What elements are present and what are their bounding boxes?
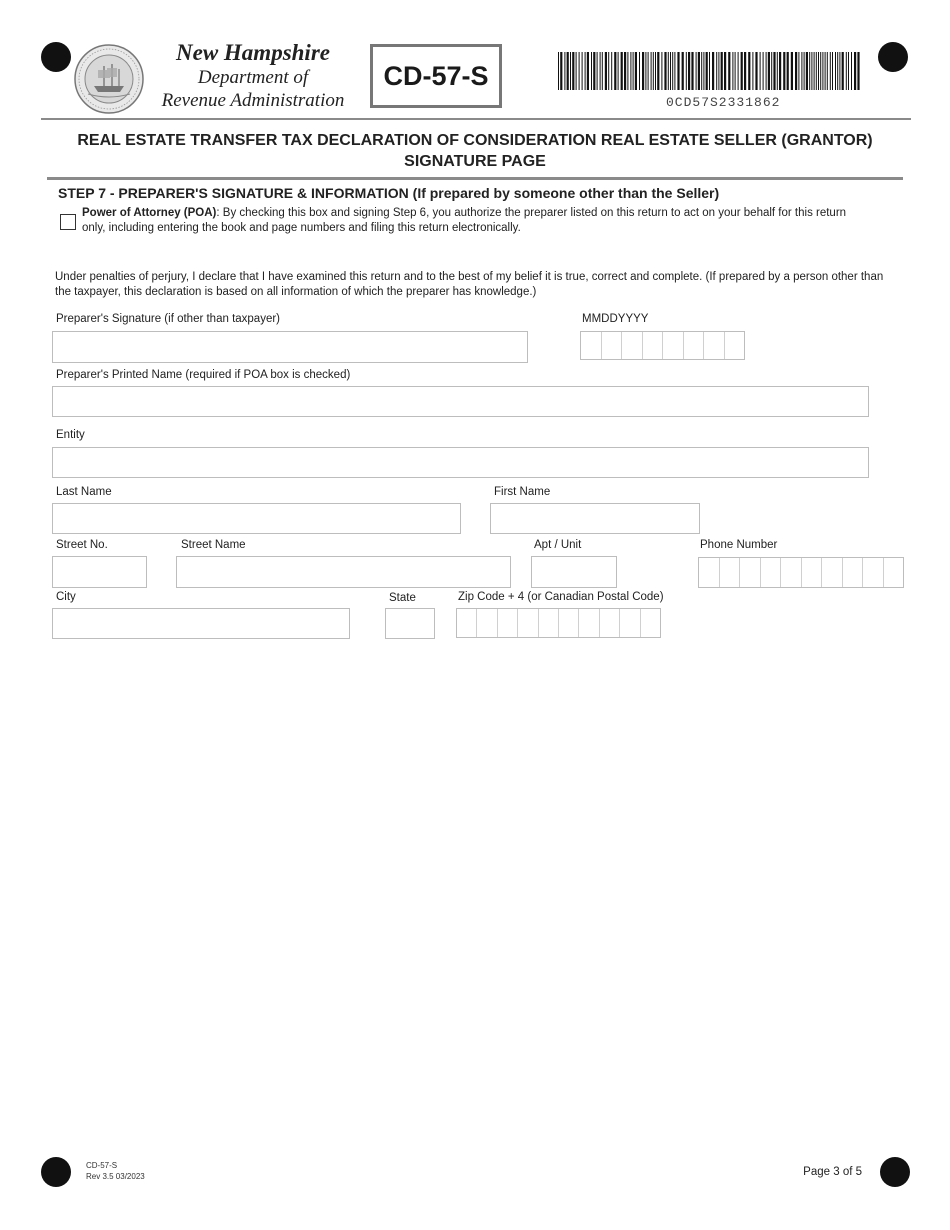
perjury-declaration: Under penalties of perjury, I declare that I have examined this return and to the best of my belief it is true, correct and complete. (If prepared by a person other than the taxpayer, this declaration is based on all information of which the preparer has knowledge.) xyxy=(55,271,884,298)
barcode-bar xyxy=(664,52,666,90)
printed-name-label: Preparer's Printed Name (required if POA box is checked) xyxy=(56,369,351,381)
barcode-bar xyxy=(712,52,714,90)
footer-form-id: CD-57-S xyxy=(86,1161,118,1170)
agency-dept-line1: Department of xyxy=(197,67,309,88)
footer-revision: Rev 3.5 03/2023 xyxy=(86,1172,145,1181)
state-label: State xyxy=(389,592,416,604)
barcode-bar xyxy=(839,52,840,90)
street-no-field[interactable] xyxy=(52,556,147,588)
barcode-bar xyxy=(827,52,828,90)
barcode-bar xyxy=(642,52,644,90)
barcode-bar xyxy=(653,52,654,90)
barcode-bar xyxy=(698,52,700,90)
barcode-bar xyxy=(787,52,789,90)
barcode-bar xyxy=(760,52,761,90)
agency-state: New Hampshire xyxy=(176,40,330,65)
barcode-bar xyxy=(651,52,652,90)
barcode-bar xyxy=(674,52,675,90)
barcode-bar xyxy=(832,52,833,90)
barcode-bar xyxy=(816,52,817,90)
registration-mark-top-right xyxy=(878,42,908,72)
barcode-bar xyxy=(830,52,831,90)
barcode-bar xyxy=(857,52,859,90)
phone-label: Phone Number xyxy=(700,539,778,551)
barcode-bar xyxy=(777,52,778,90)
signature-field[interactable] xyxy=(52,331,528,363)
street-name-label: Street Name xyxy=(181,539,246,551)
barcode-bar xyxy=(837,52,838,90)
barcode-bar xyxy=(672,52,673,90)
barcode-bar xyxy=(701,52,702,90)
barcode-bar xyxy=(564,52,565,90)
barcode-bar xyxy=(773,52,775,90)
barcode-bar xyxy=(766,52,767,90)
poa-description xyxy=(82,206,872,236)
city-label: City xyxy=(56,591,76,603)
barcode-number: 0CD57S2331862 xyxy=(666,95,781,110)
barcode-bar xyxy=(582,52,583,90)
entity-label: Entity xyxy=(56,429,85,441)
barcode-bar xyxy=(783,52,785,90)
form-id: CD-57-S xyxy=(383,60,489,91)
barcode-bar xyxy=(814,52,815,90)
barcode-bar xyxy=(768,52,770,90)
page-title-line2: SIGNATURE PAGE xyxy=(404,153,546,170)
barcode-bar xyxy=(567,52,569,90)
barcode-bar xyxy=(686,52,687,90)
barcode-bar xyxy=(597,52,598,90)
barcode-bar xyxy=(791,52,793,90)
street-name-field[interactable] xyxy=(176,556,511,588)
barcode-bar xyxy=(721,52,723,90)
barcode-bar xyxy=(630,52,631,90)
poa-text: : By checking this box and signing Step 6, you authorize the preparer listed on this return to act on your behalf for this return only, including entering the book and page numbers and filing this return electronically. xyxy=(82,207,847,234)
city-field[interactable] xyxy=(52,608,350,639)
barcode-bar xyxy=(661,52,662,90)
barcode-bar xyxy=(798,52,799,90)
barcode-bar xyxy=(748,52,750,90)
barcode-bar xyxy=(846,52,847,90)
barcode-bar xyxy=(820,52,821,90)
barcode-bar xyxy=(718,52,719,90)
last-name-label: Last Name xyxy=(56,486,112,498)
agency-name xyxy=(148,40,358,112)
printed-name-field[interactable] xyxy=(52,386,869,417)
barcode-bar xyxy=(648,52,649,90)
barcode-bar xyxy=(771,52,772,90)
date-label: MMDDYYYY xyxy=(582,313,649,325)
barcode-bar xyxy=(657,52,659,90)
entity-field[interactable] xyxy=(52,447,869,478)
barcode-bar xyxy=(716,52,717,90)
step7-heading: STEP 7 - PREPARER'S SIGNATURE & INFORMATION (If prepared by someone other than the Seller) xyxy=(58,185,720,201)
barcode-bar xyxy=(851,52,852,90)
barcode-bar xyxy=(633,52,634,90)
barcode-bar xyxy=(696,52,697,90)
barcode-bar xyxy=(741,52,743,90)
page-number: Page 3 of 5 xyxy=(803,1166,862,1178)
form-id-box xyxy=(370,44,502,108)
barcode-bar xyxy=(668,52,669,90)
barcode-bar xyxy=(605,52,607,90)
poa-label: Power of Attorney (POA) xyxy=(82,207,217,219)
barcode-bar xyxy=(804,52,805,90)
barcode-bar xyxy=(614,52,616,90)
signature-label: Preparer's Signature (if other than taxpayer) xyxy=(56,313,281,325)
apt-unit-field[interactable] xyxy=(531,556,617,588)
barcode-bar xyxy=(811,52,812,90)
barcode-bar xyxy=(854,52,856,90)
first-name-label: First Name xyxy=(494,486,551,498)
barcode-bar xyxy=(709,52,710,90)
barcode-bar xyxy=(752,52,753,90)
barcode-bar xyxy=(691,52,693,90)
page-title-line1: REAL ESTATE TRANSFER TAX DECLARATION OF CONSIDERATION REAL ESTATE SELLER (GRANTOR) xyxy=(77,132,873,149)
barcode-bar xyxy=(600,52,601,90)
barcode-bar xyxy=(706,52,708,90)
barcode-bar xyxy=(801,52,802,90)
barcode-icon xyxy=(558,52,862,90)
title-divider xyxy=(47,177,903,180)
barcode-bar xyxy=(724,52,726,90)
state-seal-icon xyxy=(74,44,144,114)
barcode-bar xyxy=(618,52,619,90)
barcode-bar xyxy=(795,52,797,90)
barcode-bar xyxy=(635,52,637,90)
barcode-bar xyxy=(848,52,849,90)
barcode-bar xyxy=(621,52,623,90)
barcode-bar xyxy=(677,52,679,90)
barcode-bar xyxy=(842,52,844,90)
registration-mark-top-left xyxy=(41,42,71,72)
barcode-bar xyxy=(670,52,671,90)
barcode-bar xyxy=(835,52,836,90)
page-title xyxy=(40,130,910,172)
barcode-bar xyxy=(611,52,612,90)
phone-field[interactable] xyxy=(698,557,904,588)
barcode-bar xyxy=(825,52,826,90)
zip-field[interactable] xyxy=(456,608,661,638)
barcode-bar xyxy=(735,52,736,90)
apt-unit-label: Apt / Unit xyxy=(534,539,582,551)
barcode-bar xyxy=(806,52,808,90)
barcode-bar xyxy=(744,52,746,90)
barcode-bar xyxy=(576,52,577,90)
barcode-bar xyxy=(579,52,580,90)
registration-mark-bottom-left xyxy=(41,1157,71,1187)
barcode-bar xyxy=(585,52,586,90)
barcode-bar xyxy=(645,52,646,90)
footer-revision-block xyxy=(86,1160,145,1182)
barcode-bar xyxy=(755,52,757,90)
last-name-field[interactable] xyxy=(52,503,461,534)
barcode-bar xyxy=(593,52,595,90)
barcode-bar xyxy=(587,52,589,90)
barcode-bar xyxy=(591,52,592,90)
barcode-bar xyxy=(703,52,704,90)
barcode-bar xyxy=(608,52,609,90)
first-name-field[interactable] xyxy=(490,503,700,534)
barcode-bar xyxy=(688,52,690,90)
barcode-bar xyxy=(682,52,684,90)
barcode-bar xyxy=(732,52,733,90)
barcode-bar xyxy=(738,52,739,90)
barcode-bar xyxy=(602,52,603,90)
date-field[interactable] xyxy=(580,331,745,360)
barcode-bar xyxy=(818,52,819,90)
zip-label: Zip Code + 4 (or Canadian Postal Code) xyxy=(458,591,664,603)
poa-checkbox[interactable] xyxy=(60,214,76,230)
street-no-label: Street No. xyxy=(56,539,108,551)
barcode-bar xyxy=(639,52,640,90)
barcode-bar xyxy=(822,52,823,90)
barcode-bar xyxy=(558,52,559,90)
barcode-bar xyxy=(763,52,764,90)
barcode-bar xyxy=(570,52,571,90)
agency-dept-line2: Revenue Administration xyxy=(161,90,345,111)
barcode-bar xyxy=(655,52,656,90)
barcode-bar xyxy=(779,52,781,90)
header-divider xyxy=(41,118,911,120)
barcode-bar xyxy=(560,52,562,90)
barcode-bar xyxy=(809,52,810,90)
state-field[interactable] xyxy=(385,608,435,639)
barcode-bar xyxy=(627,52,628,90)
barcode-bar xyxy=(728,52,730,90)
barcode-bar xyxy=(624,52,626,90)
registration-mark-bottom-right xyxy=(880,1157,910,1187)
barcode-bar xyxy=(572,52,574,90)
